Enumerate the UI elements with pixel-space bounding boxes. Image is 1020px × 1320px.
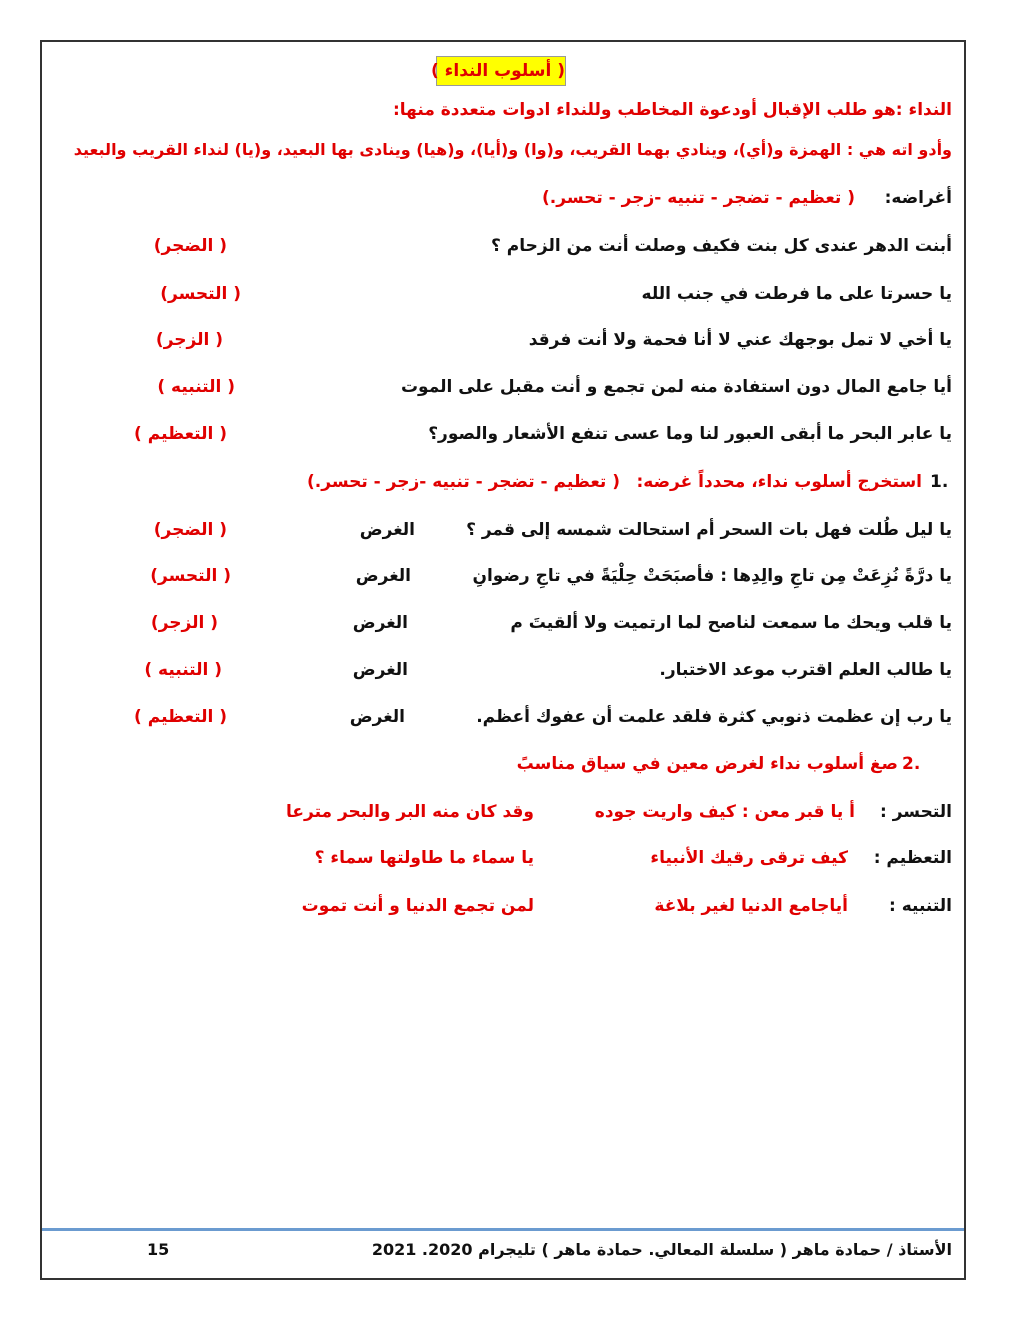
example-purpose: ( الزجر) [155, 330, 223, 350]
exercise1-item-purpose: ( التحسر) [150, 566, 231, 586]
exercise1-item-text: يا رب إن عظمت ذنوبي كثرة فلقد علمت أن عفوك أعظم. [476, 707, 952, 727]
exercise1-item-purpose: ( الزجر) [150, 613, 218, 633]
example-text: يا عابر البحر ما أبقى العبور لنا وما عسى تنفع الأشعار والصور؟ [428, 424, 952, 444]
exercise1-item-purpose: ( التنبيه ) [144, 660, 222, 680]
page-number: 15 [147, 1240, 170, 1259]
footer-text: الأستاذ / حمادة ماهر ( سلسلة المعالي. حمادة ماهر ) تليجرام 2020. 2021 [371, 1240, 952, 1259]
exercise2-row-first: أ يا قبر معن : كيف واريت جوده [594, 802, 855, 822]
exercise2-row-label: التحسر : [880, 802, 952, 822]
exercise1-options: ( تعظيم - تضجر - تنبيه -زجر - تحسر.) [307, 472, 620, 492]
exercise1-item-label: الغرض [355, 566, 411, 586]
exercise1-prompt: استخرج أسلوب نداء، محدداً غرضه: [636, 472, 922, 492]
exercise2-row-label: التنبيه : [889, 896, 952, 916]
example-text: أيا جامع المال دون استفادة منه لمن تجمع و أنت مقبل على الموت [400, 377, 952, 397]
purposes-list: ( تعظيم - تضجر - تنبيه -زجر - تحسر.) [542, 188, 855, 208]
footer-divider [42, 1228, 964, 1231]
exercise2-row-second: لمن تجمع الدنيا و أنت تموت [301, 896, 534, 916]
exercise1-item-text: يا درَّةً نُزِعَتْ مِن تاجِ والِدِها : فأصبَحَتْ حِلْيَةً في تاجِ رضوانِ [472, 566, 952, 586]
example-text: يا حسرتا على ما فرطت في جنب الله [641, 284, 952, 304]
purposes-label: أغراضه: [884, 188, 952, 208]
exercise2-row-first: أياجامع الدنيا لغير بلاغة [654, 896, 848, 916]
example-text: يا أخي لا تمل بوجهك عني لا أنا فحمة ولا أنت فرقد [528, 330, 952, 350]
example-purpose: ( التنبيه ) [157, 377, 235, 397]
page-title: ( أسلوب النداء ) [436, 56, 566, 86]
example-purpose: ( التعظيم ) [134, 424, 227, 444]
exercise2-row-first: كيف ترقى رقيك الأنبياء [650, 848, 848, 868]
exercise2-row-label: التعظيم : [873, 848, 952, 868]
exercise2-row-second: وقد كان منه البر والبحر مترعا [286, 802, 534, 822]
exercise1-item-label: الغرض [349, 707, 405, 727]
exercise1-item-text: يا ليل طُلت فهل بات السحر أم استحالت شمسه إلى قمر ؟ [466, 520, 952, 540]
exercise1-item-text: يا قلب ويحك ما سمعت لناصح لما ارتميت ولا ألقيتَ م [510, 613, 952, 633]
exercise1-number: 1. [930, 472, 949, 492]
exercise1-item-purpose: ( الضجر) [153, 520, 227, 540]
example-purpose: ( الضجر) [153, 236, 227, 256]
exercise1-item-label: الغرض [352, 613, 408, 633]
exercise2-row-second: يا سماء ما طاولتها سماء ؟ [314, 848, 534, 868]
exercise1-item-purpose: ( التعظيم ) [134, 707, 227, 727]
exercise1-item-label: الغرض [352, 660, 408, 680]
exercise2-prompt: صغ أسلوب نداء لغرض معين في سياق مناسبً [516, 754, 898, 774]
example-text: أبنت الدهر عندى كل بنت فكيف وصلت أنت من الزحام ؟ [491, 236, 952, 256]
tools-line: وأدو اته هي : الهمزة و(أي)، وينادي بهما القريب، و(وا) و(أيا)، و(هيا) وينادى بها البعيد، و(يا) لنداء القريب والبعيد [73, 140, 952, 159]
exercise1-item-text: يا طالب العلم اقترب موعد الاختبار. [659, 660, 952, 680]
definition-line: النداء :هو طلب الإقبال أودعوة المخاطب وللنداء ادوات متعددة منها: [392, 100, 952, 120]
exercise1-item-label: الغرض [359, 520, 415, 540]
example-purpose: ( التحسر) [160, 284, 241, 304]
exercise2-number: 2. [902, 754, 921, 774]
